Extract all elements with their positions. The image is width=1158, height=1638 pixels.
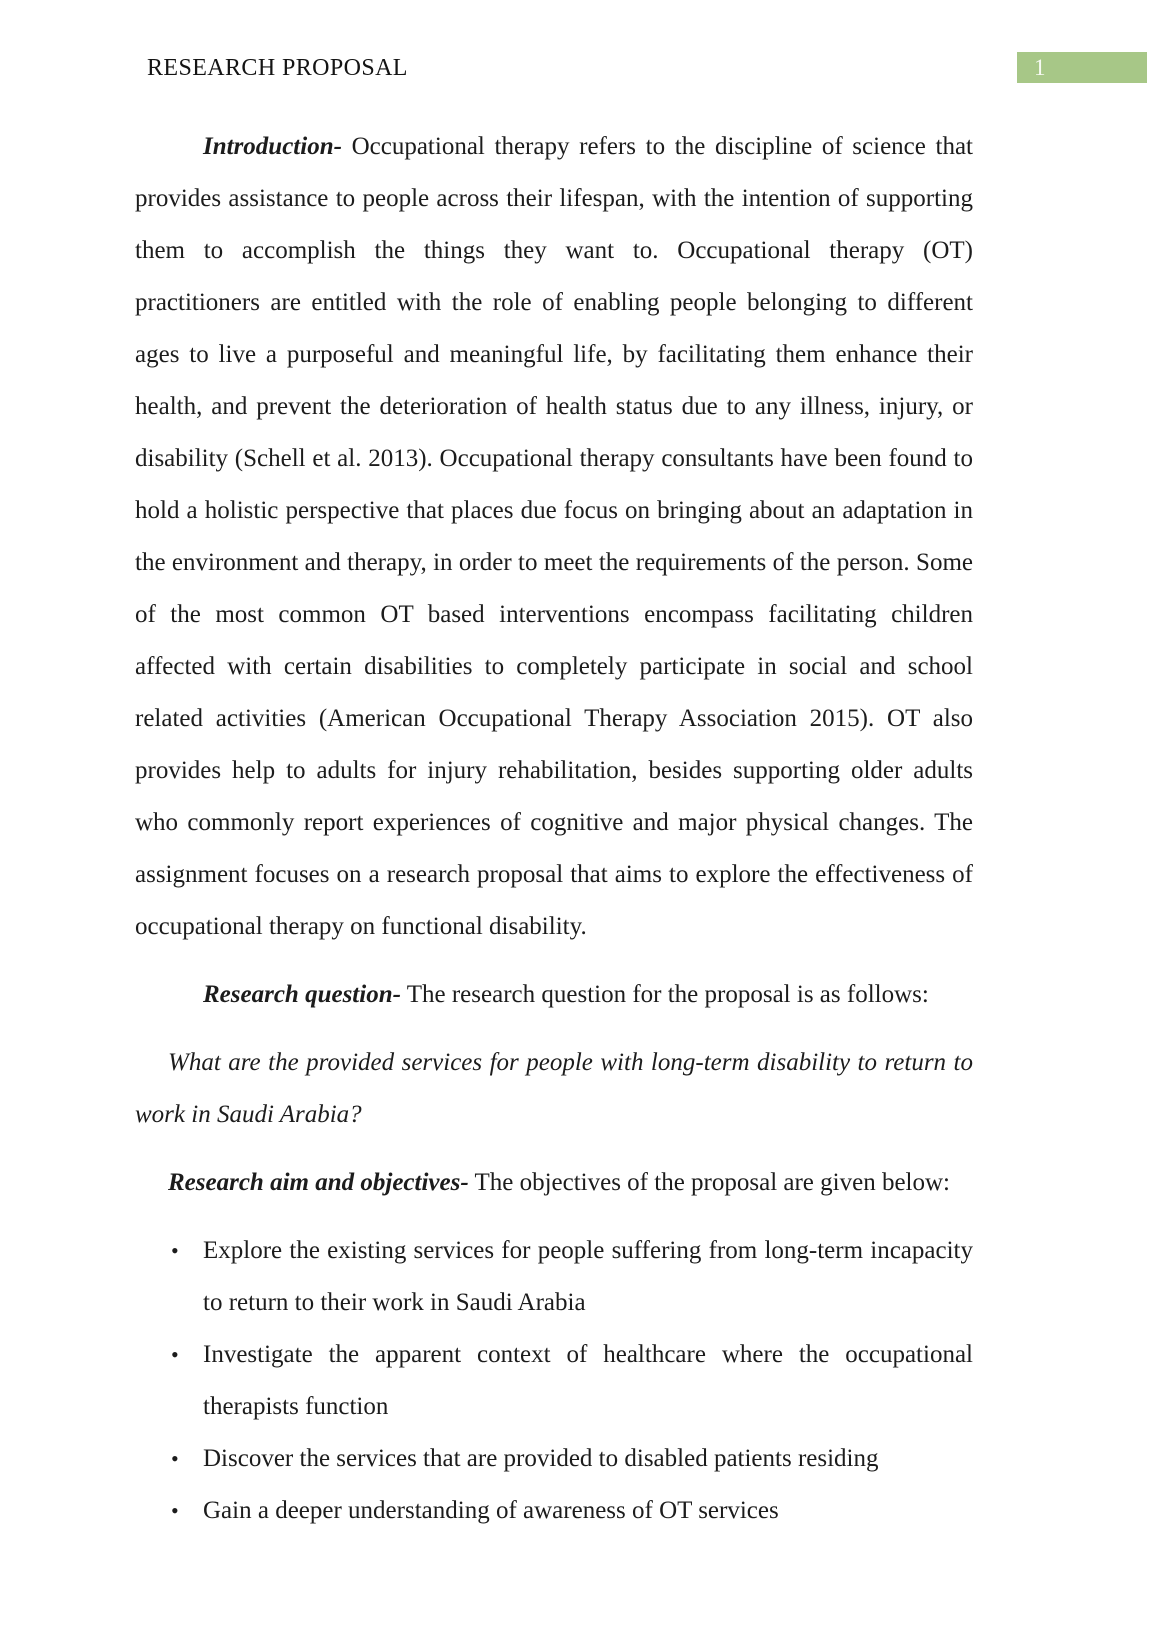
objective-item (135, 1329, 973, 1433)
intro-paragraph-text: Occupational therapy refers to the discipline of science that provides assistance to people across their lifespan, with the intention of supporting them to accomplish the things they want to. Occupational therapy (OT) practitioners are entitled with the role of enabling people belonging to different ages to live a purposeful and meaningful life, by facilitating them enhance their health, and prevent the deterioration of health status due to any illness, injury, or disability (Schell et al. 2013). Occupational therapy consultants have been found to hold a holistic perspective that places due focus on bringing about an adaptation in the environment and therapy, in order to meet the requirements of the person. Some of the most common OT based interventions encompass facilitating children affected with certain disabilities to completely participate in social and school related activities (American Occupational Therapy Association 2015). OT also provides help to adults for injury rehabilitation, besides supporting older adults who commonly report experiences of cognitive and major physical changes. The assignment focuses on a research proposal that aims to explore the effectiveness of occupational therapy on functional disability. (135, 133, 973, 940)
bullet-icon: • (171, 1342, 179, 1367)
page-number-badge (1017, 52, 1147, 83)
objective-item (135, 1433, 973, 1485)
research-question-paragraph (135, 969, 973, 1021)
page-header (0, 52, 1158, 85)
research-question-text: The research question for the proposal is as follows: (400, 981, 929, 1008)
objectives-list (135, 1225, 973, 1537)
aims-paragraph-text: The objectives of the proposal are given below: (468, 1169, 950, 1196)
objective-item-text: Explore the existing services for people suffering from long-term incapacity to return to their work in Saudi Arabia (203, 1237, 973, 1316)
question-statement: What are the provided services for people with long-term disability to return to work in Saudi Arabia? (135, 1049, 973, 1128)
bullet-icon: • (171, 1238, 179, 1263)
running-head-title: RESEARCH PROPOSAL (147, 55, 408, 81)
document-body (0, 85, 1158, 1537)
aims-paragraph (135, 1157, 973, 1209)
aims-heading-label: Research aim and objectives- (168, 1169, 469, 1196)
bullet-icon: • (171, 1498, 179, 1523)
objective-item-text: Discover the services that are provided to disabled patients residing (203, 1445, 879, 1472)
research-question-label: Research question- (203, 981, 401, 1008)
page-number: 1 (1034, 55, 1046, 80)
intro-heading-label: Introduction- (203, 133, 342, 160)
bullet-icon: • (171, 1446, 179, 1471)
objective-item (135, 1225, 973, 1329)
intro-paragraph (135, 121, 973, 953)
objective-item-text: Investigate the apparent context of healthcare where the occupational therapists function (203, 1341, 973, 1420)
objective-item-text: Gain a deeper understanding of awareness of OT services (203, 1497, 779, 1524)
objective-item (135, 1485, 973, 1537)
